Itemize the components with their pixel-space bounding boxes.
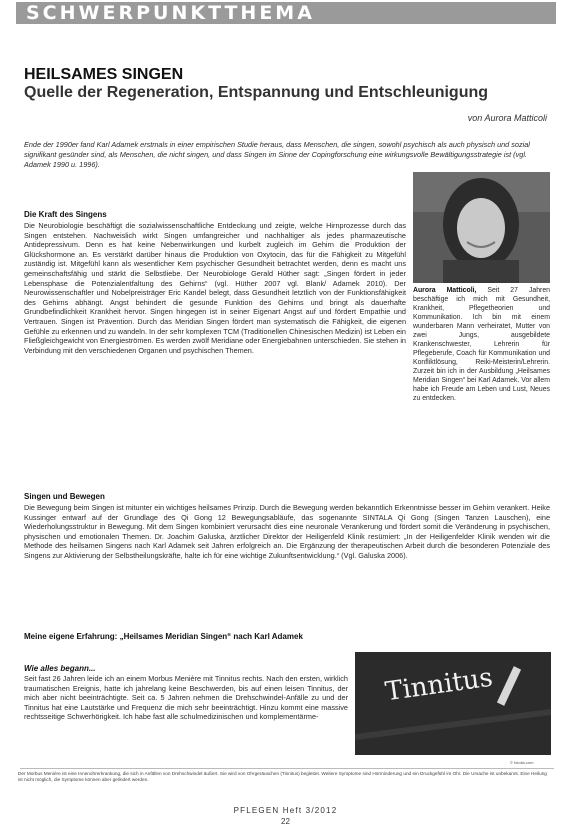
author-bio: Seit 27 Jahren beschäftige ich mich mit Gesundheit, Krankheit, Pflegetheorien und Kommunikation. Ich bin mit einem wunderbaren Mann verheiratet, Mutter von zwei Jungs, ausgebildete Krankenschwester, Lehrerin für Pflegeberufe, Coach für Kommunikation und Konfliktlösung, Reiki-Meisterin/Lehrerin. Zurzeit bin ich in der Ausbildung „Heilsames Meridian Singen“ bei Karl Adamek. Vor allem habe ich Freude am Leben und Lust, Neues zu entdecken. — [413, 287, 550, 402]
image-credit: © fotolia.com — [510, 760, 534, 765]
author-byline: von Aurora Matticoli — [467, 113, 547, 123]
author-name: Aurora Matticoli, — [413, 287, 477, 294]
heading-kraft-des-singens: Die Kraft des Singens — [24, 210, 107, 219]
magazine-footer: PFLEGEN Heft 3/2012 — [233, 806, 338, 815]
tinnitus-word: Tinnitus — [383, 662, 495, 708]
article-subtitle: Quelle der Regeneration, Entspannung und Entschleunigung — [24, 84, 489, 101]
heading-eigene-erfahrung: Meine eigene Erfahrung: „Heilsames Meridian Singen“ nach Karl Adamek — [24, 632, 303, 641]
section-kraft-text: Die Neurobiologie beschäftigt die sozialwissenschaftliche Entdeckung und zeigte, welche Hirnprozesse durch das Singen entstehen. Nachweislich wirkt Singen umfangreicher und nachhaltiger als jedes pharmazeutische Antidepressivum. Denn es hat keine Nebenwirkungen und kurbelt zugleich im Gehirn die Produktion der Glückshormone an. Es verstärkt darüber hinaus die Produktion von Oxytocin, das für die Fähigkeit zu Mitgefühl zuständig ist. Mitgefühl kann als wesentlicher Kern psychischer Gesundheit betrachtet werden, denn es macht uns gemeinschaftsfähig und stärkt die Selbstliebe. Der Neurobiologe Gerald Hüther sagt: „Singen fördert in jeder Lebensphase die Potenzialentfaltung des Gehirns“ (vgl. Hüther 2007 vgl. Blank/ Adamek 2010). Der Neurowissenschaftler und Nobelpreisträger Eric Kandel belegt, dass Gesundheit letztlich von der Funktionsfähigkeit des Gehirns abhängt. Angst behindert die gesunde Funktion des Gehirns und bringt als dauerhafte Grundbefindlichkeit Krankheit hervor. Singen hingegen ist in seiner Eigenart Angst auf und fördert Empathie und Vertrauen. Singen ist Prävention. Durch das Meridian Singen fördert man systematisch die Fähigkeit, die eigenen Gefühle zu erkennen und zu wandeln. In der sehr komplexen TCM (Traditionellen Chinesischen Medizin) ist Leben ein Fließgleichgewicht von Energieströmen. Es werden zwölf Meridiane oder Energiebahnen unterschieden. Sie stehen in Verbindung mit den verschiedenen Organen und psychischen Themen. — [24, 221, 406, 355]
page-number: 22 — [281, 817, 290, 826]
footnote: Der Morbus Menière ist eine Innenohrerkrankung, die sich in Anfällen von Drehschwindel äußert. Sie wird von Ohrgeräuschen (Tinnitus) begleitet. Weitere Symptome sind Hörminderung und ein Druckgefühl im Ohr. Die Ursache ist unbekannt. Eine Heilung ist nicht möglich, die Symptome können aber gelindert werden. — [18, 771, 547, 783]
banner-label: SCHWERPUNKTTHEMA — [26, 2, 315, 24]
section-erfahrung-text: Seit fast 26 Jahren leide ich an einem Morbus Menière mit Tinnitus rechts. Nach den ersten, wirklich traumatischen Ereignis, hatte ich jahrelang keine Beschwerden, bis auf einen leisen Tinnitus, der mich aber nicht beeinträchtigte. Seit ca. 5 Jahren nehmen die Drehschwindel-Anfälle zu und der Tinnitus hat eine Lautstärke und Frequenz die mich sehr beeinträchtigt. Hinzu kommt eine massive rechtsseitige Schwerhörigkeit. Ich habe fast alle schulmedizinischen und komplementärme- — [24, 674, 348, 722]
portrait-image — [413, 172, 550, 283]
section-bewegen-text: Die Bewegung beim Singen ist mitunter ein wichtiges heilsames Prinzip. Durch die Bewegung werden bekanntlich Erkenntnisse besser im Gehirn verankert. Heike Kussinger entwarf auf der Grundlage des Qi Gong 12 Bewegungsabläufe, das sogenannte SINTALA Qi Gong (Singen Tanzen Lauschen), eine Wiederholungsstruktur in Bewegung. Mit dem Singen kombiniert verursacht dies eine neuronale Verankerung und fördert somit die Veränderung in psychischen, physischen und emotionalen Themen. Dr. Joachim Galuska, ärztlicher Direktor der Heiligenfeld Klinik resümiert: „In der Heiligenfelder Klinik wenden wir die Methode des heilsamen Singens nach Karl Adamek seit Jahren erfolgreich an. Die Ergänzung der therapeutischen Arbeit durch die besonderen Potenziale des Singens zur Aktivierung der Selbstheilungskräfte, halte ich für eine wichtige Zukunftsentwicklung.“ (Vgl. Galuska 2006). — [24, 503, 550, 560]
tinnitus-chalkboard-image — [355, 652, 551, 755]
footnote-divider — [20, 768, 554, 769]
subheading-wie-alles-begann: Wie alles begann... — [24, 664, 96, 673]
heading-singen-und-bewegen: Singen und Bewegen — [24, 492, 105, 501]
author-photo — [413, 172, 550, 283]
article-title: HEILSAMES SINGEN — [24, 66, 184, 83]
author-caption — [413, 286, 550, 403]
intro-paragraph: Ende der 1990er fand Karl Adamek erstmals in einer empirischen Studie heraus, dass Menschen, die singen, sowohl psychisch als auch physisch und sozial signifikant gesünder sind, als Menschen, die nicht singen, und dass Singen im Sinne der Copingforschung eine wirkungsvolle Bewältigungsstrategie ist (vgl. Adamek 1990 u. 1996). — [24, 140, 530, 169]
section-banner — [16, 2, 556, 24]
